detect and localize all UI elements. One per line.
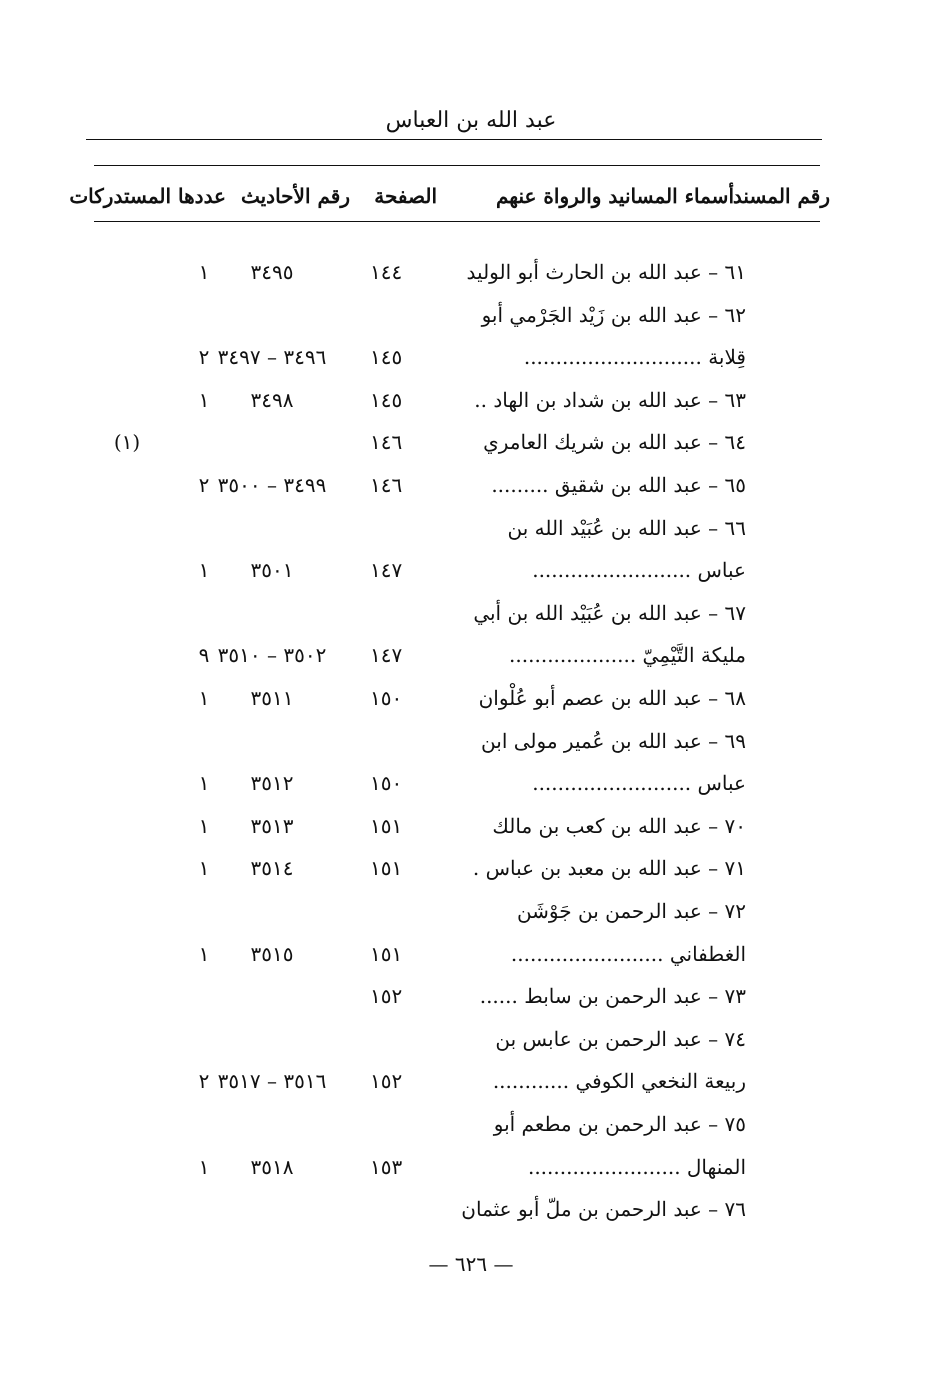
entry-hadith-numbers: ٣٥١٢	[250, 771, 294, 796]
entry-count: ١	[198, 771, 210, 796]
entry-name: ٦١ – عبد الله بن الحارث أبو الوليد	[466, 260, 746, 284]
table-row	[0, 593, 942, 633]
table-row	[0, 976, 942, 1016]
table-row	[0, 422, 942, 462]
entry-name: ٧١ – عبد الله بن معبد بن عباس .	[472, 856, 746, 881]
entry-name: ٧٣ – عبد الرحمن بن سابط ......	[479, 984, 746, 1009]
entry-hadith-numbers: ٣٥١٦ – ٣٥١٧	[217, 1069, 327, 1094]
entry-name: قِلابة ............................	[523, 345, 746, 370]
table-row	[0, 1147, 942, 1187]
entry-count: ١	[198, 941, 210, 966]
table-row	[0, 934, 942, 974]
table-row	[0, 1019, 942, 1059]
entry-hadith-numbers: ٣٤٩٦ – ٣٤٩٧	[217, 345, 327, 370]
entry-page: ١٥٢	[370, 984, 403, 1009]
entry-page: ١٥٠	[370, 686, 403, 710]
header-bottom-rule	[94, 221, 820, 222]
header-hadith-numbers: رقم الأحاديث	[240, 184, 350, 208]
entry-name: ٧٦ – عبد الرحمن بن ملّ أبو عثمان	[461, 1197, 746, 1222]
table-row	[0, 806, 942, 846]
table-row	[0, 1061, 942, 1101]
entry-hadith-numbers: ٣٥٠١	[250, 558, 294, 583]
entry-hadith-numbers: ٣٤٩٥	[250, 260, 294, 284]
entry-count: ٩	[198, 643, 210, 668]
table-row	[0, 848, 942, 888]
entry-count: ٢	[198, 473, 210, 497]
header-number: رقم المسند	[732, 184, 830, 208]
entry-name: ٦٤ – عبد الله بن شريك العامري	[483, 430, 746, 455]
entry-hadith-numbers: ٣٥١٤	[250, 856, 294, 881]
entry-page: ١٤٤	[370, 260, 403, 284]
entry-name: عباس .........................	[532, 558, 746, 583]
table-row	[0, 635, 942, 675]
table-row	[0, 763, 942, 803]
entry-name: ٦٩ – عبد الله بن عُمير مولى ابن	[481, 728, 746, 753]
entry-name: المنهال ........................	[527, 1154, 746, 1179]
entry-name: ربيعة النخعي الكوفي ............	[492, 1069, 746, 1094]
entry-page: ١٥١	[370, 813, 403, 838]
entry-name: ٧٢ – عبد الرحمن بن جَوْشَن	[516, 899, 746, 923]
entry-count: ٢	[198, 1069, 210, 1094]
entry-hadith-numbers: ٣٤٩٨	[250, 387, 294, 412]
page-number: — ٦٢٦ —	[428, 1252, 514, 1276]
header-names: أسماء المسانيد والرواة عنهم	[495, 184, 734, 208]
entry-name: ٦٧ – عبد الله بن عُبَيْد الله بن أبي	[473, 600, 746, 625]
entry-page: ١٤٦	[370, 473, 403, 497]
entry-name: الغطفاني ........................	[510, 941, 746, 966]
header-count-label: عددها	[178, 184, 226, 208]
entry-count: ١	[198, 856, 210, 881]
entry-name: ٧٠ – عبد الله بن كعب بن مالك	[492, 813, 746, 838]
running-head: عبد الله بن العباس	[385, 108, 557, 133]
entry-count: ١	[198, 558, 210, 583]
header-top-rule	[94, 165, 820, 166]
entry-count: ٢	[198, 345, 210, 370]
table-row	[0, 295, 942, 335]
entry-page: ١٥١	[370, 941, 403, 966]
entry-mustadrak: (١)	[113, 430, 141, 455]
entry-name: ٦٨ – عبد الله بن عصم أبو عُلْوان	[478, 686, 746, 710]
entry-count: ١	[198, 686, 210, 710]
entry-name: مليكة التَّيْمِيّ ....................	[509, 643, 746, 668]
entry-page: ١٥٢	[370, 1069, 403, 1094]
entry-name: ٦٦ – عبد الله بن عُبَيْد الله بن	[507, 515, 746, 540]
entry-hadith-numbers: ٣٥١٨	[250, 1154, 294, 1179]
entry-page: ١٤٦	[370, 430, 403, 455]
entry-hadith-numbers: ٣٥١٣	[250, 813, 294, 838]
entry-hadith-numbers: ٣٥٠٢ – ٣٥١٠	[217, 643, 327, 668]
entry-page: ١٥١	[370, 856, 403, 881]
table-row	[0, 1189, 942, 1229]
entry-page: ١٤٥	[370, 387, 403, 412]
table-row	[0, 550, 942, 590]
table-row	[0, 465, 942, 505]
header-page: الصفحة	[374, 184, 437, 208]
header-mustadrakat-label: المستدركات	[69, 184, 172, 208]
entry-page: ١٥٠	[370, 771, 403, 796]
table-header	[0, 184, 942, 220]
entry-name: ٦٣ – عبد الله بن شداد بن الهاد ..	[474, 387, 746, 412]
table-row	[0, 891, 942, 931]
entry-name: ٧٤ – عبد الرحمن بن عابس بن	[495, 1026, 746, 1051]
entry-page: ١٥٣	[370, 1154, 403, 1179]
entry-name: ٦٢ – عبد الله بن زَيْد الجَرْمي أبو	[481, 302, 746, 327]
top-rule	[86, 139, 822, 140]
entry-name: ٦٥ – عبد الله بن شقيق .........	[491, 473, 746, 497]
table-row	[0, 337, 942, 377]
header-count	[69, 184, 226, 208]
entry-page: ١٤٧	[370, 643, 403, 668]
entry-count: ١	[198, 260, 210, 284]
table-row	[0, 721, 942, 761]
table-row	[0, 1104, 942, 1144]
entry-name: عباس .........................	[532, 771, 746, 796]
entry-page: ١٤٥	[370, 345, 403, 370]
entry-name: ٧٥ – عبد الرحمن بن مطعم أبو	[493, 1112, 746, 1136]
table-row	[0, 252, 942, 292]
entry-hadith-numbers: ٣٥١٥	[250, 941, 294, 966]
entry-count: ١	[198, 1154, 210, 1179]
table-row	[0, 380, 942, 420]
table-row	[0, 678, 942, 718]
entry-page: ١٤٧	[370, 558, 403, 583]
entry-hadith-numbers: ٣٥١١	[250, 686, 294, 710]
entry-hadith-numbers: ٣٤٩٩ – ٣٥٠٠	[217, 473, 327, 497]
entry-count: ١	[198, 387, 210, 412]
entry-count: ١	[198, 813, 210, 838]
table-row	[0, 508, 942, 548]
